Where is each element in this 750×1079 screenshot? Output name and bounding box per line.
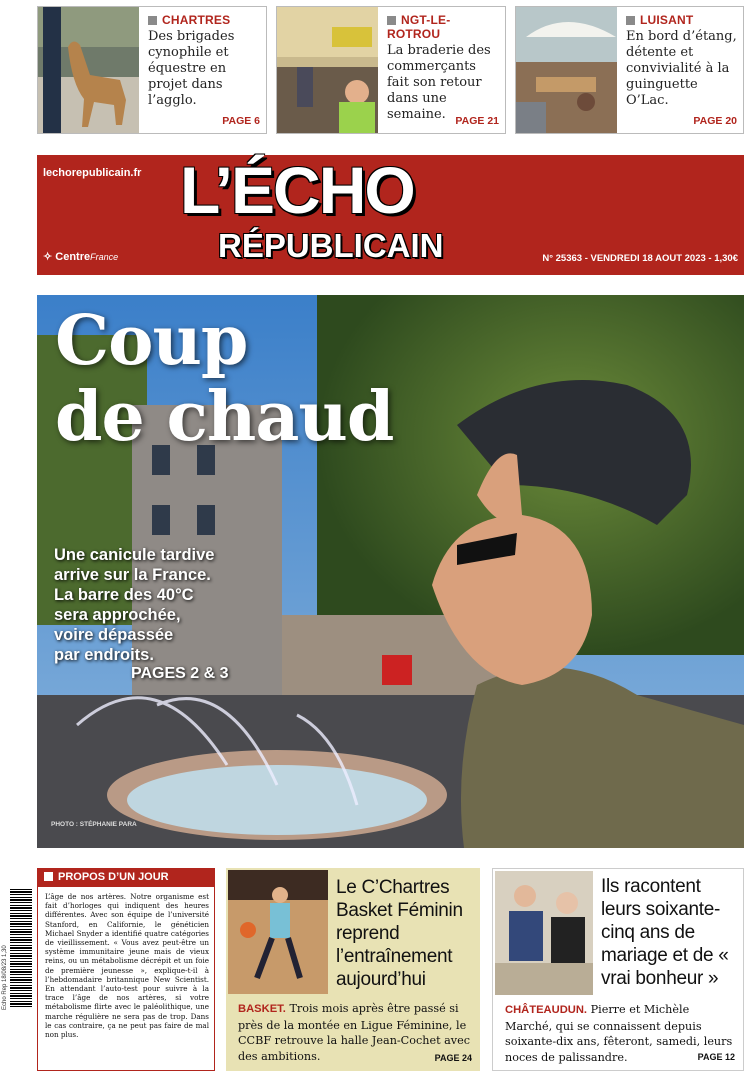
propos-header: PROPOS D’UN JOUR: [38, 869, 214, 887]
teaser-photo-guinguette: [516, 7, 617, 133]
couple-photo: [495, 871, 593, 995]
basket-title: Le C’Chartres Basket Féminin reprend l’entraînement aujourd’hui: [336, 877, 463, 990]
deck-line: voire dépassée: [54, 626, 174, 644]
issue-info: N° 25363 - VENDREDI 18 AOUT 2023 - 1,30€: [542, 253, 738, 264]
deck-line: Une canicule tardive: [54, 546, 215, 564]
teaser-chartres[interactable]: [37, 6, 267, 134]
headline-line1: Coup: [55, 301, 248, 381]
deck-line: sera approchée,: [54, 606, 181, 624]
main-deck: [54, 545, 214, 665]
teaser-page: PAGE 21: [455, 115, 499, 127]
logo-line2: RÉPUBLICAIN: [218, 227, 444, 264]
teaser-photo-market: [277, 7, 378, 133]
teaser-photo-dog: [38, 7, 139, 133]
logo-line1: L’ÉCHO: [180, 153, 414, 227]
photo-credit: PHOTO : STÉPHANIE PARA: [51, 821, 137, 828]
teaser-body: En bord d’étang, détente et convivialité à la guinguette O’Lac.: [626, 29, 737, 108]
teaser-title: NGT-LE-ROTROU: [387, 13, 499, 41]
basket-article[interactable]: [226, 868, 480, 1071]
basket-photo: [228, 870, 328, 994]
main-pages[interactable]: PAGES 2 & 3: [131, 665, 229, 682]
group-name: Centre: [55, 251, 91, 263]
teaser-title: CHARTRES: [148, 13, 260, 27]
deck-line: La barre des 40°C: [54, 586, 194, 604]
headline-line2: de chaud: [55, 377, 394, 457]
basket-text: Trois mois après être passé si près de la montée en Ligue Féminine, le CCBF retrouve la halle Jean-Cochet avec des ambitions.: [238, 1002, 470, 1063]
teaser-page: PAGE 20: [693, 115, 737, 127]
teaser-title: LUISANT: [626, 13, 737, 27]
mariage-text: Pierre et Michèle Marché, qui se connaissent depuis soixante-dix ans, fêteront, samedi, leurs noces de palissandre.: [505, 1003, 733, 1064]
main-headline[interactable]: [55, 303, 393, 455]
teaser-page: PAGE 6: [222, 115, 260, 127]
cf-mark-icon: ✧: [43, 251, 56, 263]
basket-page: PAGE 24: [434, 1053, 472, 1063]
mariage-kicker: CHÂTEAUDUN.: [505, 1004, 588, 1016]
barcode: [10, 887, 32, 1007]
site-url[interactable]: lechorepublicain.fr: [43, 167, 142, 179]
deck-line: arrive sur la France.: [54, 566, 211, 584]
centre-france-logo: [43, 250, 118, 263]
teaser-body: Des brigades cynophile et équestre en projet dans l’agglo.: [148, 29, 235, 108]
group-suffix: France: [90, 252, 119, 262]
teaser-luisant[interactable]: [515, 6, 744, 134]
mariage-page: PAGE 12: [697, 1052, 735, 1062]
deck-line: par endroits.: [54, 646, 154, 664]
barcode-text: Echo Rep 18/08/23 1,30: [2, 945, 8, 1010]
basket-kicker: BASKET.: [238, 1003, 286, 1015]
mariage-title: Ils racontent leurs soixante-cinq ans de mariage et de « vrai bonheur »: [601, 876, 729, 989]
teaser-body: La braderie des commerçants fait son retour dans une semaine.: [387, 43, 491, 122]
teaser-nogent[interactable]: [276, 6, 506, 134]
propos-body: L’âge de nos artères. Notre organisme est fait d’horloges qui indiquent des heures différentes. Avec son équipe de l’université Stanford, en Californie, le généticien Michael Snyder a identifié quatre catégories de vieillissement. « Vous avez peut-être un système immunitaire jeune mais de vieux reins, ou un métabolisme décrépit et un foie de première jeunesse », explique-t-il à l’hebdomadaire britannique New Scientist. En attendant l’auto-test pour suivre à la trace l’âge de nos artères, si votre métabolisme flirte avec le paléolithique, une marche régulière ne sera pas de trop. Dans le cas contraire, ça ne peut pas faire de mal non plus.: [45, 892, 209, 1040]
mariage-article[interactable]: [492, 868, 744, 1071]
propos-box: [37, 868, 215, 1071]
hero-section: [37, 295, 744, 848]
